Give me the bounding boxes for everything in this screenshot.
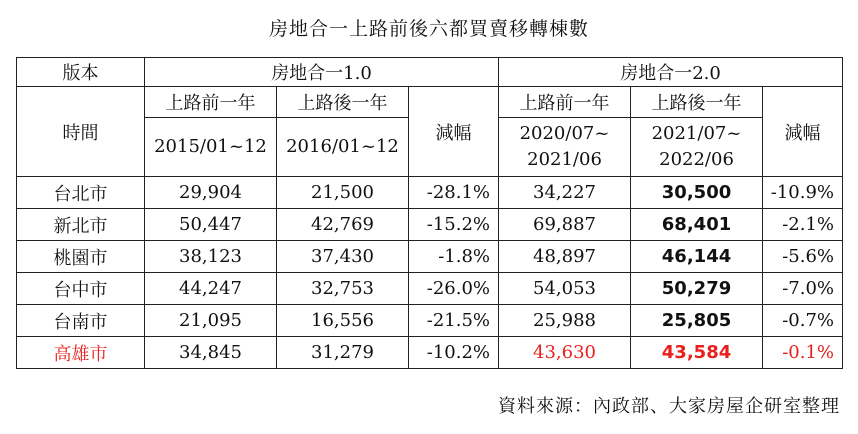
v2-change-cell: -7.0% xyxy=(763,273,843,305)
v2-before-cell: 48,897 xyxy=(499,241,631,273)
v1-before-cell: 50,447 xyxy=(145,209,277,241)
v1-after-cell: 42,769 xyxy=(277,209,409,241)
city-cell: 台中市 xyxy=(17,273,145,305)
table-row-highlight xyxy=(17,337,843,369)
v1-change-cell: -15.2% xyxy=(409,209,499,241)
source-note: 資料來源：內政部、大家房屋企研室整理 xyxy=(498,396,840,417)
v2-after-cell: 43,584 xyxy=(631,337,763,369)
city-cell: 高雄市 xyxy=(17,337,145,369)
v1-before-cell: 29,904 xyxy=(145,177,277,209)
v2-before-cell: 54,053 xyxy=(499,273,631,305)
v1-after-cell: 21,500 xyxy=(277,177,409,209)
version-header: 版本 xyxy=(17,58,145,87)
v2-before-cell: 69,887 xyxy=(499,209,631,241)
city-cell: 台南市 xyxy=(17,305,145,337)
table-row xyxy=(17,241,843,273)
v1-after-period: 2016/01~12 xyxy=(277,118,409,177)
v2-after-period-line2: 2022/06 xyxy=(659,149,734,170)
v2-after-period-line1: 2021/07~ xyxy=(651,123,742,144)
v1-header: 房地合一1.0 xyxy=(145,58,499,87)
v2-after-period xyxy=(631,118,763,177)
v2-change-cell: -0.7% xyxy=(763,305,843,337)
city-cell: 台北市 xyxy=(17,177,145,209)
v1-before-cell: 34,845 xyxy=(145,337,277,369)
table-row xyxy=(17,273,843,305)
v2-before-period-line1: 2020/07~ xyxy=(519,123,610,144)
v1-change-header: 減幅 xyxy=(409,87,499,177)
v1-before-cell: 38,123 xyxy=(145,241,277,273)
v2-change-header: 減幅 xyxy=(763,87,843,177)
header-row-version xyxy=(17,58,843,87)
v2-before-cell: 25,988 xyxy=(499,305,631,337)
transfer-table xyxy=(16,57,843,369)
v1-before-header: 上路前一年 xyxy=(145,87,277,118)
v2-after-cell: 25,805 xyxy=(631,305,763,337)
v1-before-period: 2015/01~12 xyxy=(145,118,277,177)
v1-before-cell: 21,095 xyxy=(145,305,277,337)
v1-change-cell: -26.0% xyxy=(409,273,499,305)
v2-before-period xyxy=(499,118,631,177)
v2-after-cell: 46,144 xyxy=(631,241,763,273)
v1-change-cell: -21.5% xyxy=(409,305,499,337)
v1-after-cell: 16,556 xyxy=(277,305,409,337)
v2-after-cell: 30,500 xyxy=(631,177,763,209)
v1-after-cell: 37,430 xyxy=(277,241,409,273)
v1-before-cell: 44,247 xyxy=(145,273,277,305)
v1-after-cell: 31,279 xyxy=(277,337,409,369)
v2-change-cell: -0.1% xyxy=(763,337,843,369)
time-header: 時間 xyxy=(17,87,145,177)
v2-after-cell: 50,279 xyxy=(631,273,763,305)
v2-header: 房地合一2.0 xyxy=(499,58,843,87)
table-row xyxy=(17,177,843,209)
v1-change-cell: -1.8% xyxy=(409,241,499,273)
v2-change-cell: -10.9% xyxy=(763,177,843,209)
table-row xyxy=(17,305,843,337)
city-cell: 桃園市 xyxy=(17,241,145,273)
table-title: 房地合一上路前後六都買賣移轉棟數 xyxy=(268,18,589,40)
v2-before-cell: 34,227 xyxy=(499,177,631,209)
v2-before-header: 上路前一年 xyxy=(499,87,631,118)
table-row xyxy=(17,209,843,241)
v2-before-period-line2: 2021/06 xyxy=(527,149,602,170)
v1-change-cell: -10.2% xyxy=(409,337,499,369)
v2-after-cell: 68,401 xyxy=(631,209,763,241)
header-row-period xyxy=(17,87,843,118)
v2-after-header: 上路後一年 xyxy=(631,87,763,118)
v1-after-cell: 32,753 xyxy=(277,273,409,305)
v2-change-cell: -2.1% xyxy=(763,209,843,241)
v2-before-cell: 43,630 xyxy=(499,337,631,369)
v1-after-header: 上路後一年 xyxy=(277,87,409,118)
city-cell: 新北市 xyxy=(17,209,145,241)
v1-change-cell: -28.1% xyxy=(409,177,499,209)
v2-change-cell: -5.6% xyxy=(763,241,843,273)
